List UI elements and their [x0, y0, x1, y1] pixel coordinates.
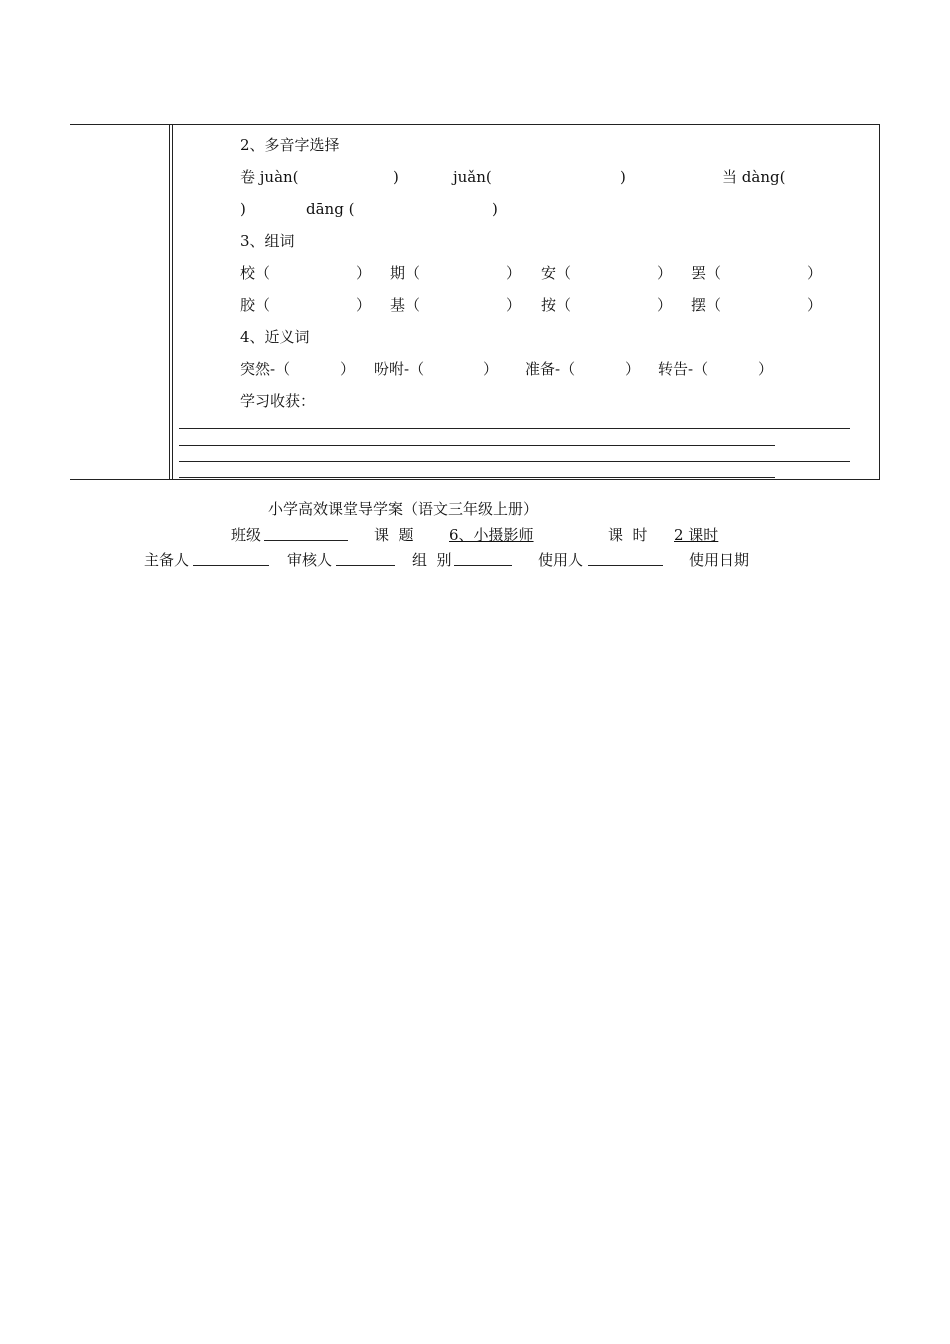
word-group-close: ）	[356, 264, 372, 282]
polyphone-dang4: 当 dàng(	[722, 168, 786, 186]
date-label: 使用日期	[689, 551, 750, 569]
section2-title: 2、多音字选择	[240, 136, 340, 154]
synonym-open: 吩咐-（	[374, 360, 425, 378]
polyphone-close-2: )	[620, 168, 626, 186]
harvest-writing-line[interactable]	[179, 445, 775, 446]
group-label: 组 别	[412, 551, 452, 569]
reviewer-field[interactable]	[336, 551, 395, 566]
polyphone-juan3: juǎn(	[453, 168, 492, 186]
synonym-open: 突然-（	[240, 360, 291, 378]
preparer-field[interactable]	[193, 551, 269, 566]
synonym-open: 转告-（	[658, 360, 709, 378]
polyphone-close-3: )	[240, 200, 246, 218]
word-group-close: ）	[657, 296, 673, 314]
hours-label: 课 时	[608, 526, 648, 544]
word-group-close: ）	[807, 296, 823, 314]
topic-label: 课 题	[374, 526, 414, 544]
word-group-close: ）	[657, 264, 673, 282]
word-group-open: 校（	[240, 264, 271, 282]
harvest-label: 学习收获：	[240, 392, 316, 410]
table-column-divider-inner	[172, 124, 173, 479]
word-group-close: ）	[506, 296, 522, 314]
word-group-open: 摆（	[691, 296, 722, 314]
class-field[interactable]	[264, 526, 348, 541]
harvest-writing-line[interactable]	[179, 461, 850, 462]
table-bottom-border	[70, 479, 880, 480]
word-group-open: 按（	[541, 296, 572, 314]
user-label: 使用人	[538, 551, 584, 569]
table-right-border	[879, 124, 880, 479]
table-column-divider	[169, 124, 170, 479]
user-field[interactable]	[588, 551, 663, 566]
section4-title: 4、近义词	[240, 328, 310, 346]
synonym-close: ）	[483, 360, 499, 378]
word-group-close: ）	[807, 264, 823, 282]
polyphone-close-4: )	[492, 200, 498, 218]
polyphone-dang1: dāng (	[306, 200, 355, 218]
word-group-open: 罢（	[691, 264, 722, 282]
harvest-writing-line[interactable]	[179, 428, 850, 429]
topic-value[interactable]: 6、小摄影师	[449, 526, 534, 544]
hours-value[interactable]: 2 课时	[674, 526, 719, 544]
synonym-close: ）	[340, 360, 356, 378]
synonym-close: ）	[758, 360, 774, 378]
preparer-label: 主备人	[144, 551, 190, 569]
class-label: 班级	[231, 526, 262, 544]
section3-title: 3、组词	[240, 232, 295, 250]
table-top-border	[70, 124, 880, 125]
polyphone-juan4: 卷 juàn(	[240, 168, 299, 186]
word-group-close: ）	[506, 264, 522, 282]
polyphone-close-1: )	[393, 168, 399, 186]
word-group-open: 基（	[390, 296, 421, 314]
synonym-open: 准备-（	[525, 360, 576, 378]
word-group-close: ）	[356, 296, 372, 314]
reviewer-label: 审核人	[287, 551, 333, 569]
word-group-open: 安（	[541, 264, 572, 282]
harvest-writing-line[interactable]	[179, 477, 775, 478]
word-group-open: 期（	[390, 264, 421, 282]
group-field[interactable]	[454, 551, 512, 566]
synonym-close: ）	[625, 360, 641, 378]
word-group-open: 胶（	[240, 296, 271, 314]
page-title: 小学高效课堂导学案（语文三年级上册）	[268, 500, 539, 518]
